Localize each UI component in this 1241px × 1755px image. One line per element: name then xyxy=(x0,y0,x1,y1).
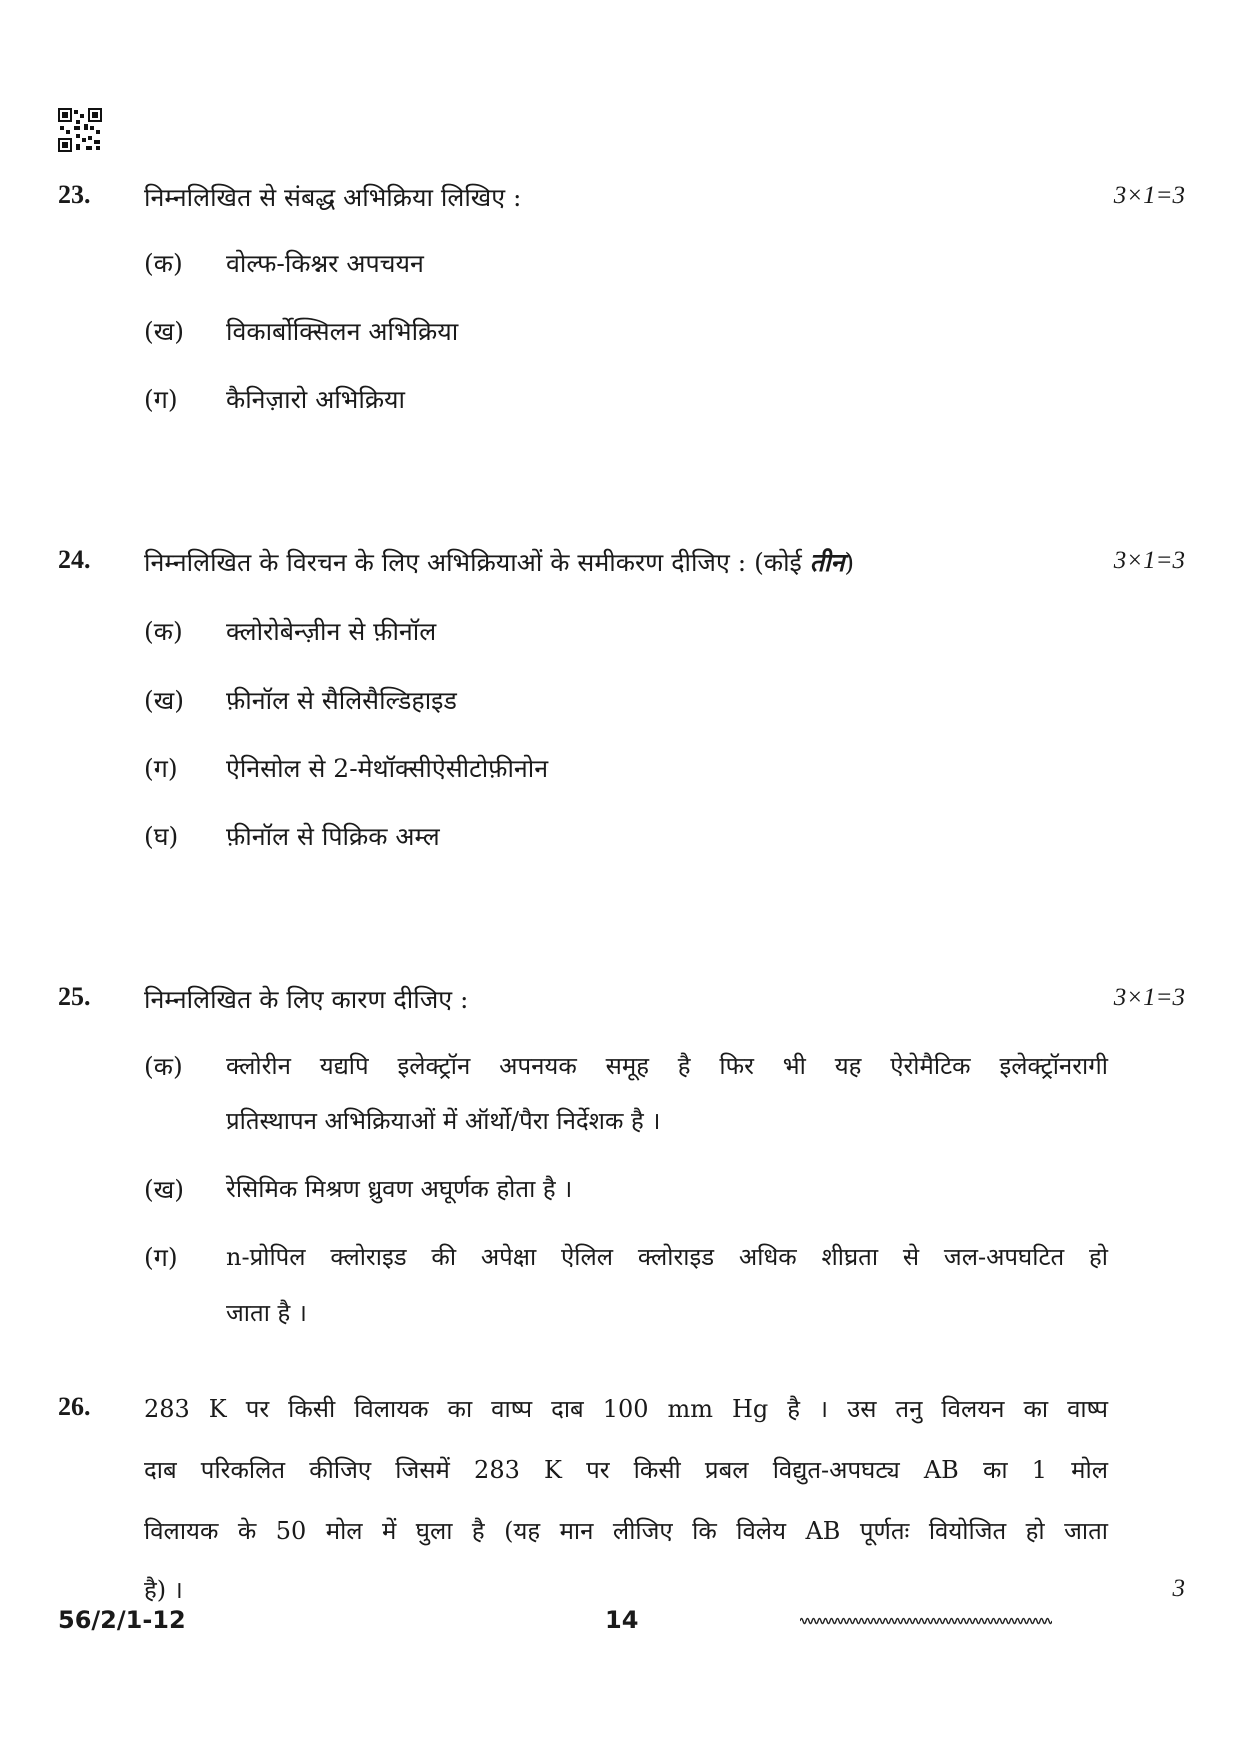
question-text-line: 283 K पर किसी विलायक का वाष्प दाब 100 mm Hg है । उस तनु विलयन का वाष्प xyxy=(144,1395,1108,1423)
option-text: विकार्बोक्सिलन अभिक्रिया xyxy=(226,317,459,346)
question-number: 24. xyxy=(58,545,91,574)
page-number: 14 xyxy=(605,1606,639,1634)
question-text-line: है) । xyxy=(144,1576,183,1604)
question-text-line: दाब परिकलित कीजिए जिसमें 283 K पर किसी प्रबल विद्युत-अपघट्य AB का 1 मोल xyxy=(144,1456,1108,1484)
option-label: (ख) xyxy=(144,686,184,715)
question-number: 25. xyxy=(58,982,91,1011)
option-text-line: क्लोरीन यद्यपि इलेक्ट्रॉन अपनयक समूह है फिर भी यह ऐरोमैटिक इलेक्ट्रॉनरागी xyxy=(226,1052,1108,1080)
option-text: फ़ीनॉल से पिक्रिक अम्ल xyxy=(226,822,440,851)
option-text-line: रेसिमिक मिश्रण ध्रुवण अघूर्णक होता है । xyxy=(226,1175,573,1203)
question-text-line: विलायक के 50 मोल में घुला है (यह मान लीजिए कि विलेय AB पूर्णतः वियोजित हो जाता xyxy=(144,1517,1108,1545)
question-text xyxy=(144,545,854,579)
question-text: निम्नलिखित से संबद्ध अभिक्रिया लिखिए : xyxy=(144,183,522,212)
option-label: (ग) xyxy=(144,385,178,414)
question-text-part: ) xyxy=(844,548,855,577)
wavy-line-icon xyxy=(800,1614,1052,1628)
question-number: 23. xyxy=(58,180,91,209)
option-text: ऐनिसोल से 2-मेथॉक्सीऐसीटोफ़ीनोन xyxy=(226,754,549,783)
option-label: (घ) xyxy=(144,822,179,851)
option-text: कैनिज़ारो अभिक्रिया xyxy=(226,385,406,414)
qr-code-icon xyxy=(58,108,102,152)
question-text-emphasis: तीन xyxy=(809,548,845,577)
marks: 3 xyxy=(1172,1575,1185,1602)
paper-code: 56/2/1-12 xyxy=(58,1606,186,1634)
marks: 3×1=3 xyxy=(1113,182,1185,209)
option-text-line: प्रतिस्थापन अभिक्रियाओं में ऑर्थो/पैरा निर्देशक है । xyxy=(226,1107,661,1135)
option-text: फ़ीनॉल से सैलिसैल्डिहाइड xyxy=(226,686,457,715)
option-label: (ग) xyxy=(144,1243,178,1272)
option-label: (क) xyxy=(144,249,183,278)
option-text: वोल्फ-किश्नर अपचयन xyxy=(226,249,424,278)
question-number: 26. xyxy=(58,1392,91,1421)
option-label: (ग) xyxy=(144,754,178,783)
option-text: क्लोरोबेन्ज़ीन से फ़ीनॉल xyxy=(226,617,437,646)
question-text-part: निम्नलिखित के विरचन के लिए अभिक्रियाओं के समीकरण दीजिए : (कोई xyxy=(144,548,810,577)
marks: 3×1=3 xyxy=(1113,984,1185,1011)
option-label: (ख) xyxy=(144,317,184,346)
option-text-line: जाता है । xyxy=(226,1299,308,1327)
option-label: (क) xyxy=(144,617,183,646)
option-label: (क) xyxy=(144,1052,183,1081)
option-text-line: n-प्रोपिल क्लोराइड की अपेक्षा ऐलिल क्लोराइड अधिक शीघ्रता से जल-अपघटित हो xyxy=(226,1243,1108,1271)
question-text: निम्नलिखित के लिए कारण दीजिए : xyxy=(144,985,469,1014)
marks: 3×1=3 xyxy=(1113,547,1185,574)
option-label: (ख) xyxy=(144,1175,184,1204)
